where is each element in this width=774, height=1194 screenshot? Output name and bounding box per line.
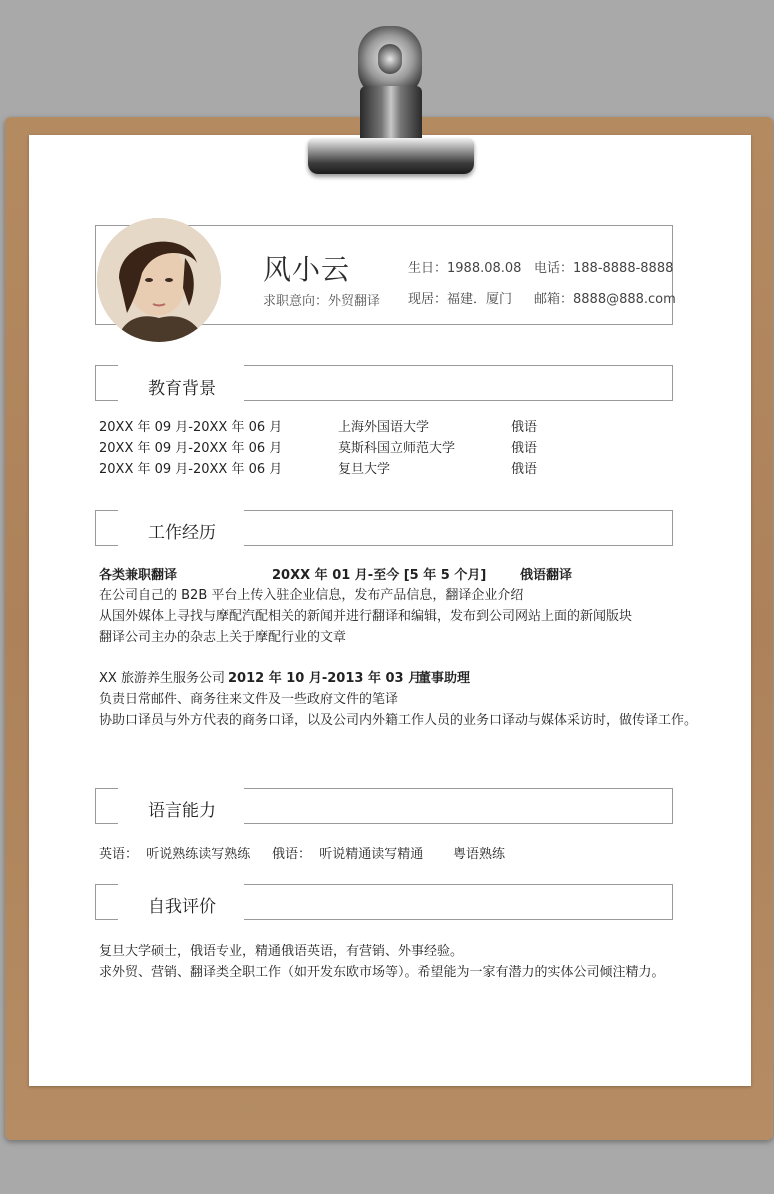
- work-period: 20XX 年 01 月-至今 [5 年 5 个月]: [272, 568, 487, 583]
- self-eval-line: 求外贸、营销、翻译类全职工作（如开发东欧市场等）。希望能为一家有潜力的实体公司倾注精力。: [99, 965, 665, 980]
- edu-major: 俄语: [511, 420, 538, 435]
- edu-major: 俄语: [511, 462, 538, 477]
- work-period: 2012 年 10 月-2013 年 03 月: [228, 671, 422, 686]
- work-company: 各类兼职翻译: [99, 568, 178, 583]
- work-company: XX 旅游养生服务公司: [99, 671, 225, 686]
- candidate-name: 风小云: [263, 253, 351, 286]
- work-duty: 在公司自己的 B2B 平台上传入驻企业信息，发布产品信息，翻译企业介绍: [99, 588, 524, 603]
- clip-base: [308, 138, 474, 174]
- job-intent: 求职意向：外贸翻译: [263, 294, 381, 309]
- work-title: 工作经历: [148, 523, 216, 543]
- avatar: [97, 218, 221, 342]
- portrait-image: [97, 218, 221, 342]
- edu-period: 20XX 年 09 月-20XX 年 06 月: [99, 420, 283, 435]
- russian-skill: 俄语： 听说精通读写精通: [272, 847, 424, 862]
- cantonese-skill: 粤语熟练: [453, 847, 506, 862]
- residence-info: 现居：福建．厦门: [408, 292, 513, 307]
- work-duty: 从国外媒体上寻找与摩配汽配相关的新闻并进行翻译和编辑，发布到公司网站上面的新闻版块: [99, 609, 633, 624]
- work-duty: 协助口译员与外方代表的商务口译，以及公司内外籍工作人员的业务口译动与媒体采访时，做传译工作。: [99, 713, 698, 728]
- edu-period: 20XX 年 09 月-20XX 年 06 月: [99, 462, 283, 477]
- self-eval-title: 自我评价: [148, 897, 216, 917]
- clip-arm: [360, 86, 422, 146]
- phone-info: 电话：188-8888-8888: [534, 261, 674, 276]
- edu-period: 20XX 年 09 月-20XX 年 06 月: [99, 441, 283, 456]
- edu-major: 俄语: [511, 441, 538, 456]
- edu-school: 复旦大学: [338, 462, 391, 477]
- self-eval-line: 复旦大学硕士，俄语专业，精通俄语英语，有营销、外事经验。: [99, 944, 464, 959]
- work-duty: 负责日常邮件、商务往来文件及一些政府文件的笔译: [99, 692, 399, 707]
- work-role: 董事助理: [418, 671, 471, 686]
- work-duty: 翻译公司主办的杂志上关于摩配行业的文章: [99, 630, 347, 645]
- edu-school: 莫斯科国立师范大学: [338, 441, 456, 456]
- english-skill: 英语： 听说熟练读写熟练: [99, 847, 251, 862]
- education-title: 教育背景: [148, 379, 216, 399]
- edu-school: 上海外国语大学: [338, 420, 430, 435]
- work-role: 俄语翻译: [520, 568, 573, 583]
- birth-info: 生日：1988.08.08: [408, 261, 522, 276]
- email-info: 邮箱：8888@888.com: [534, 292, 676, 307]
- language-title: 语言能力: [148, 801, 216, 821]
- clip-hole: [378, 44, 402, 74]
